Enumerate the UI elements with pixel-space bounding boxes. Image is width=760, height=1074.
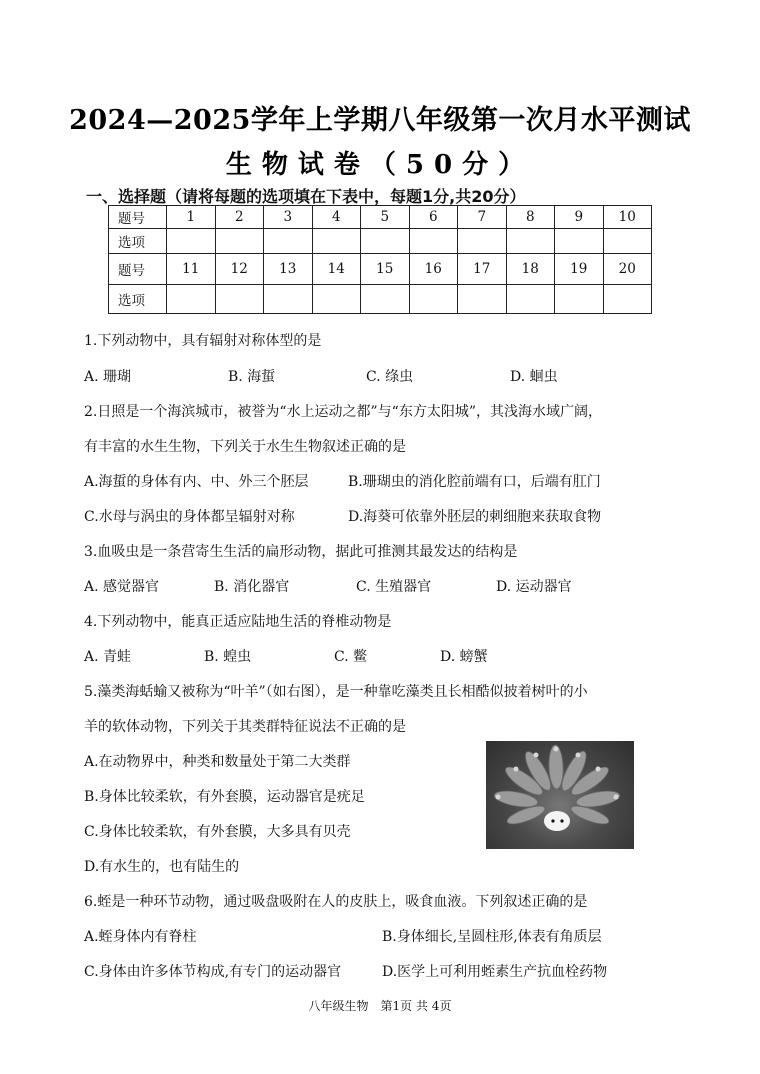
question-number-cell: 14 <box>312 254 361 285</box>
question-number-cell: 9 <box>555 206 604 229</box>
question-stem: 1.下列动物中，具有辐射对称体型的是 <box>84 333 322 349</box>
table-row <box>109 254 652 285</box>
answer-cell[interactable] <box>555 285 604 314</box>
option-d: D.有水生的，也有陆生的 <box>84 859 240 875</box>
question-number-cell: 17 <box>458 254 507 285</box>
answer-cell[interactable] <box>506 229 555 254</box>
answer-cell[interactable] <box>361 285 410 314</box>
question-number-cell: 2 <box>215 206 264 229</box>
answer-cell[interactable] <box>506 285 555 314</box>
question-number-cell: 10 <box>603 206 652 229</box>
option-c: C.水母与涡虫的身体都呈辐射对称 <box>84 509 295 525</box>
sea-slug-illustration <box>486 741 634 849</box>
question-number-cell: 3 <box>264 206 313 229</box>
answer-cell[interactable] <box>167 229 216 254</box>
answer-cell[interactable] <box>409 285 458 314</box>
table-header-cell: 选项 <box>109 229 167 254</box>
answer-cell[interactable] <box>167 285 216 314</box>
option-c: C. 生殖器官 <box>356 579 432 595</box>
answer-cell[interactable] <box>555 229 604 254</box>
table-row <box>109 285 652 314</box>
answer-cell[interactable] <box>409 229 458 254</box>
option-b: B.身体细长,呈圆柱形,体表有角质层 <box>382 929 602 945</box>
option-a: A.海蜇的身体有内、中、外三个胚层 <box>84 474 309 490</box>
option-c: C.身体由许多体节构成,有专门的运动器官 <box>84 964 342 980</box>
question-stem-cont: 有丰富的水生生物，下列关于水生生物叙述正确的是 <box>84 439 406 455</box>
answer-cell[interactable] <box>264 285 313 314</box>
question-stem: 6.蛭是一种环节动物，通过吸盘吸附在人的皮肤上，吸食血液。下列叙述正确的是 <box>84 894 588 910</box>
option-b: B. 消化器官 <box>214 579 290 595</box>
table-header-cell: 题号 <box>109 254 167 285</box>
exam-subtitle: 生物试卷（50分） <box>225 150 535 180</box>
option-d: D.医学上可利用蛭素生产抗血栓药物 <box>382 964 608 980</box>
page-footer: 八年级生物 第1页 共 4页 <box>308 999 452 1013</box>
question-number-cell: 15 <box>361 254 410 285</box>
question-stem: 3.血吸虫是一条营寄生生活的扁形动物，据此可推测其最发达的结构是 <box>84 544 518 560</box>
option-a: A. 青蛙 <box>84 649 132 665</box>
answer-cell[interactable] <box>361 229 410 254</box>
option-d: D. 螃蟹 <box>440 649 488 665</box>
option-d: D. 运动器官 <box>496 579 572 595</box>
option-a: A.蛭身体内有脊柱 <box>84 929 197 945</box>
question-number-cell: 6 <box>409 206 458 229</box>
question-number-cell: 12 <box>215 254 264 285</box>
exam-title: 2024—2025学年上学期八年级第一次月水平测试 <box>69 105 691 136</box>
question-number-cell: 1 <box>167 206 216 229</box>
option-b: B.珊瑚虫的消化腔前端有口，后端有肛门 <box>348 474 601 490</box>
option-b: B. 蝗虫 <box>204 649 252 665</box>
table-header-cell: 题号 <box>109 206 167 229</box>
question-number-cell: 19 <box>555 254 604 285</box>
answer-table <box>108 205 652 314</box>
answer-cell[interactable] <box>312 285 361 314</box>
question-stem-cont: 羊的软体动物，下列关于其类群特征说法不正确的是 <box>84 719 406 735</box>
question-number-cell: 20 <box>603 254 652 285</box>
option-c: C.身体比较柔软，有外套膜，大多具有贝壳 <box>84 824 351 840</box>
option-b: B.身体比较柔软，有外套膜，运动器官是疣足 <box>84 789 365 805</box>
answer-cell[interactable] <box>264 229 313 254</box>
sea-slug-photo <box>486 741 634 849</box>
question-number-cell: 8 <box>506 206 555 229</box>
option-c: C. 鳖 <box>334 649 368 665</box>
option-d: D.海葵可依靠外胚层的刺细胞来获取食物 <box>348 509 602 525</box>
question-number-cell: 5 <box>361 206 410 229</box>
question-number-cell: 13 <box>264 254 313 285</box>
option-d: D. 蛔虫 <box>510 369 558 385</box>
question-stem: 2.日照是一个海滨城市，被誉为“水上运动之都”与“东方太阳城”，其浅海水域广阔， <box>84 404 602 420</box>
question-stem: 4.下列动物中，能真正适应陆地生活的脊椎动物是 <box>84 614 392 630</box>
question-stem: 5.藻类海蛞蝓又被称为“叶羊”（如右图），是一种靠吃藻类且长相酷似披着树叶的小 <box>84 684 588 700</box>
answer-cell[interactable] <box>215 229 264 254</box>
option-a: A. 珊瑚 <box>84 369 132 385</box>
question-number-cell: 7 <box>458 206 507 229</box>
question-number-cell: 18 <box>506 254 555 285</box>
answer-cell[interactable] <box>312 229 361 254</box>
table-row <box>109 229 652 254</box>
question-number-cell: 16 <box>409 254 458 285</box>
answer-cell[interactable] <box>458 285 507 314</box>
option-a: A.在动物界中，种类和数量处于第二大类群 <box>84 754 351 770</box>
question-number-cell: 11 <box>167 254 216 285</box>
option-b: B. 海蜇 <box>228 369 276 385</box>
answer-cell[interactable] <box>603 285 652 314</box>
option-a: A. 感觉器官 <box>84 579 160 595</box>
question-number-cell: 4 <box>312 206 361 229</box>
table-header-cell: 选项 <box>109 285 167 314</box>
answer-cell[interactable] <box>215 285 264 314</box>
table-row <box>109 206 652 229</box>
answer-cell[interactable] <box>458 229 507 254</box>
option-c: C. 绦虫 <box>366 369 414 385</box>
section-heading: 一、选择题（请将每题的选项填在下表中，每题1分,共20分） <box>86 187 526 206</box>
answer-cell[interactable] <box>603 229 652 254</box>
